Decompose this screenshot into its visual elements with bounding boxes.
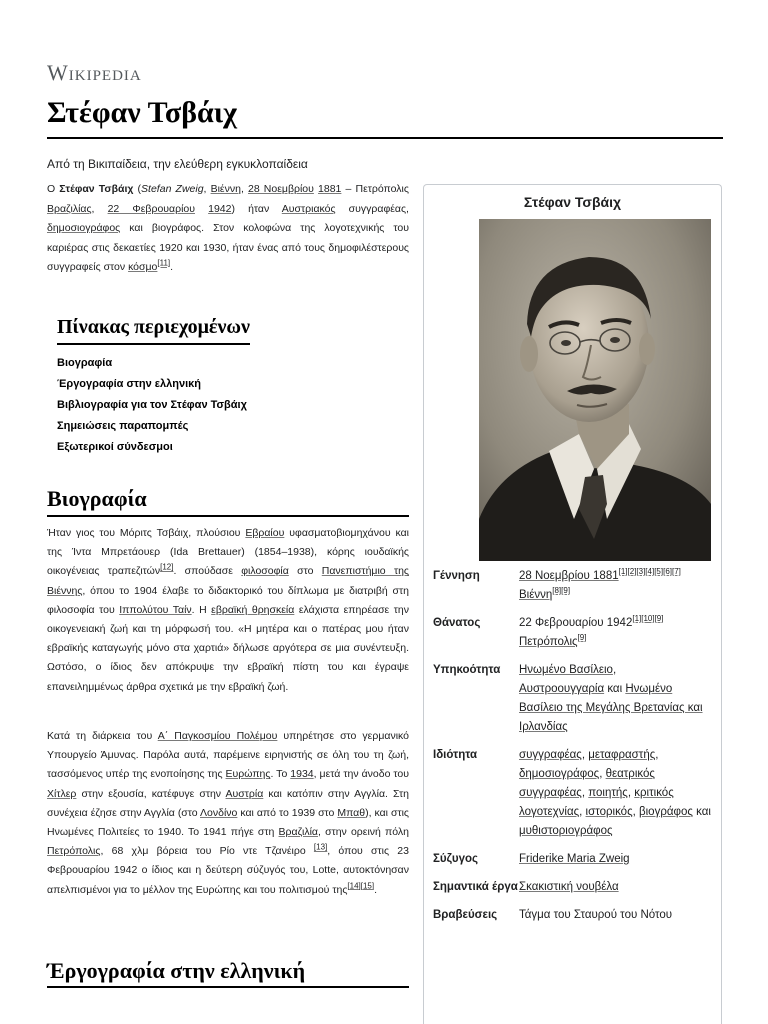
citizenship-label: Υπηκοότητα xyxy=(433,664,501,676)
awards-value: Τάγμα του Σταυρού του Νότου xyxy=(519,909,673,921)
portrait-photo[interactable] xyxy=(479,219,711,561)
link-jewish-religion[interactable]: εβραϊκή θρησκεία xyxy=(211,603,295,616)
link-occupation-writer[interactable]: συγγραφέας xyxy=(519,749,582,761)
link-death-date[interactable]: 22 Φεβρουαρίου xyxy=(107,202,195,215)
link-university-vienna[interactable]: Πανεπιστήμιο της Βιέννης xyxy=(47,565,409,597)
link-occupation-translator[interactable]: μεταφραστής xyxy=(588,749,656,761)
works-divider xyxy=(47,986,409,988)
link-1881[interactable]: 1881 xyxy=(318,183,342,195)
table-of-contents xyxy=(57,316,250,458)
toc-title: Πίνακας περιεχομένων xyxy=(57,316,250,345)
link-taine[interactable]: Ιππολύτου Ταίν xyxy=(119,603,192,616)
ref-12[interactable]: [12] xyxy=(160,562,174,572)
death-place-refs[interactable]: [9] xyxy=(577,633,587,643)
heading-works-greek: Έργογραφία στην ελληνική xyxy=(47,958,306,983)
biography-paragraph-2: Κατά τη διάρκεια του Α΄ Παγκοσμίου Πολέμου υπηρέτησε στο γερμανικό Υπουργείο Άμυνας. Παρόλα αυτά, παρέμεινε ειρηνιστής σε όλη του τη ζωή, τασσόμενος υπέρ της ενοποίησης της Ευρώπης. Το 1934, μετά την άνοδο του Χίτλερ στην εξουσία, κατέφυγε στην Αυστρία και κατόπιν στην Αγγλία. Στη συνέχεια έζησε στην Αγγλία (στο Λονδίνο και από το 1939 στο Μπαθ), και στις Ηνωμένες Πολιτείες το 1940. Το 1941 πήγε στη Βραζιλία, στην ορεινή πόλη Πετρόπολις, 68 χλμ βόρεια του Ρίο ντε Τζανέιρο [13], όπου στις 23 Φεβρουαρίου 1942 ο ίδιος και η δεύτερη σύζυγός του, Lotte, αυτοκτόνησαν απελπισμένοι για το μέλλον της Ευρώπης και του πολιτισμού της[14][15]. xyxy=(47,730,409,896)
link-occupation-critic[interactable]: κριτικός λογοτεχνίας xyxy=(519,787,674,818)
link-brazil[interactable]: Βραζιλίας xyxy=(47,202,92,215)
birth-refs[interactable]: [1][2][3][4][5][6][7] xyxy=(618,567,681,577)
link-petropolis[interactable]: Πετρόπολις xyxy=(47,845,101,858)
link-philosophy[interactable]: φιλοσοφία xyxy=(241,565,289,578)
infobox-title: Στέφαν Τσβάιχ xyxy=(523,194,622,210)
toc-item-bibliography[interactable]: Βιβλιογραφία για τον Στέφαν Τσβάιχ xyxy=(57,399,247,411)
intro-section xyxy=(47,180,409,286)
portrait-image xyxy=(479,219,711,561)
title-divider xyxy=(47,137,723,139)
subject-name-latin: Stefan Zweig xyxy=(141,183,204,195)
link-chess-story[interactable]: Σκακιστική νουβέλα xyxy=(519,881,619,893)
link-occupation-historian[interactable]: ιστορικός xyxy=(585,806,633,818)
occupation-label: Ιδιότητα xyxy=(433,749,478,761)
link-death-place[interactable]: Πετρόπολις xyxy=(519,636,578,648)
link-occupation-poet[interactable]: ποιητής xyxy=(588,787,628,799)
link-uk[interactable]: Ηνωμένο Βασίλειο xyxy=(519,664,613,676)
link-uk-gb-ireland[interactable]: Ηνωμένο Βασίλειο της Μεγάλης Βρετανίας και Ιρλανδίας xyxy=(519,683,703,733)
link-bath[interactable]: Μπαθ xyxy=(337,806,366,819)
infobox-row-notable-works xyxy=(433,878,717,897)
link-birth-date[interactable]: 28 Νοεμβρίου xyxy=(248,183,314,195)
birth-value xyxy=(519,567,717,605)
toc-list xyxy=(57,353,250,458)
link-journalist[interactable]: δημοσιογράφος xyxy=(47,222,121,234)
link-brazil-2[interactable]: Βραζιλία xyxy=(278,826,319,839)
link-austria[interactable]: Αυστρία xyxy=(225,787,264,800)
death-label: Θάνατος xyxy=(433,617,481,629)
spouse-value xyxy=(519,850,717,869)
link-vienna[interactable]: Βιέννη xyxy=(210,183,241,195)
spouse-label: Σύζυγος xyxy=(433,853,478,865)
link-birth-date-infobox[interactable]: 28 Νοεμβρίου 1881 xyxy=(519,570,619,582)
infobox-row-birth xyxy=(433,567,717,605)
link-europe[interactable]: Ευρώπης xyxy=(225,768,271,781)
intro-paragraph: Ο Στέφαν Τσβάιχ (Stefan Zweig, Βιέννη, 28 Νοεμβρίου 1881 – Πετρόπολις Βραζιλίας, 22 Φεβρουαρίου 1942) ήταν Αυστριακός συγγραφέας, δημοσιογράφος και βιογράφος. Στον κολοφώνα της λογοτεχνικής του καριέρας στις δεκαετίες 1920 και 1930, ήταν ένας από τους δημοφιλέστερους συγγραφείς στον κόσμο[11]. xyxy=(47,183,409,273)
infobox-row-awards xyxy=(433,906,717,925)
notable-works-label: Σημαντικά έργα xyxy=(433,881,518,893)
infobox xyxy=(423,184,722,1024)
toc-item-external-links[interactable]: Εξωτερικοί σύνδεσμοι xyxy=(57,441,173,453)
link-hitler[interactable]: Χίτλερ xyxy=(47,787,77,800)
death-refs[interactable]: [1][10][9] xyxy=(632,614,664,624)
link-jewish[interactable]: Εβραίου xyxy=(245,527,285,539)
occupation-value: συγγραφέας, μεταφραστής, δημοσιογράφος, θεατρικός συγγραφέας, ποιητής, κριτικός λογοτεχνίας, ιστορικός, βιογράφος και μυθιστοριογράφος xyxy=(519,749,711,837)
biography-paragraph-1: Ήταν γιος του Μόριτς Τσβάιχ, πλούσιου Εβραίου υφασματοβιομηχάνου και της Ίντα Μπρετάουερ (Ida Brettauer) (1854–1938), κόρης ιουδαϊκής οικογένειας τραπεζιτών[12]. σπούδασε φιλοσοφία στο Πανεπιστήμιο της Βιέννης, όπου το 1904 έλαβε το διδακτορικό του δίπλωμα με διατριβή στη φιλοσοφία του Ιππολύτου Ταίν. Η εβραϊκή θρησκεία ελάχιστα επηρέασε την οικογενειακή ζωή και τη μόρφωσή του. «Η μητέρα και ο πατέρας μου ήταν εβραϊκής καταγωγής μόνο στα χαρτιά» δήλωσε αργότερα σε μια συνέντευξη. Ωστόσο, ο ίδιος δεν απόκρυψε την εβραϊκή πίστη του και έγραψε επανειλημμένως άρθρα σχετικά με την εβραϊκή ζωή. xyxy=(47,527,410,693)
infobox-row-occupation xyxy=(433,746,717,841)
citizenship-value: Ηνωμένο Βασίλειο, Αυστροουγγαρία και Ηνωμένο Βασίλειο της Μεγάλης Βρετανίας και Ιρλανδίας xyxy=(519,664,703,733)
birth-label: Γέννηση xyxy=(433,570,480,582)
link-occupation-novelist[interactable]: μυθιστοριογράφος xyxy=(519,825,613,837)
site-tagline: Από τη Βικιπαίδεια, την ελεύθερη εγκυκλοπαίδεια xyxy=(47,157,308,171)
link-1934[interactable]: 1934 xyxy=(290,768,314,781)
link-occupation-biographer[interactable]: βιογράφος xyxy=(639,806,693,818)
toc-item-works-greek[interactable]: Έργογραφία στην ελληνική xyxy=(57,378,201,390)
link-1942[interactable]: 1942 xyxy=(208,202,232,215)
infobox-rows xyxy=(433,567,717,934)
birth-place-refs[interactable]: [8][9] xyxy=(552,586,571,596)
link-austrian[interactable]: Αυστριακός xyxy=(281,202,336,215)
page-title: Στέφαν Τσβάιχ xyxy=(47,96,237,129)
link-spouse[interactable]: Friderike Maria Zweig xyxy=(519,853,630,865)
wikipedia-logo[interactable]: Wikipedia xyxy=(47,60,142,85)
link-austria-hungary[interactable]: Αυστροουγγαρία xyxy=(519,683,605,695)
link-birth-place[interactable]: Βιέννη xyxy=(519,589,553,601)
link-occupation-journalist[interactable]: δημοσιογράφος xyxy=(519,768,600,780)
link-occupation-playwright[interactable]: θεατρικός συγγραφέας xyxy=(519,768,655,799)
toc-item-notes[interactable]: Σημειώσεις παραπομπές xyxy=(57,420,189,432)
ref-11[interactable]: [11] xyxy=(157,258,171,268)
notable-works-value xyxy=(519,878,717,897)
infobox-row-spouse xyxy=(433,850,717,869)
ref-13[interactable]: [13] xyxy=(313,842,328,852)
ref-14-15[interactable]: [14][15] xyxy=(347,881,375,891)
link-ww1[interactable]: Α΄ Παγκοσμίου Πολέμου xyxy=(157,730,278,742)
toc-item-biography[interactable]: Βιογραφία xyxy=(57,357,113,369)
awards-label: Βραβεύσεις xyxy=(433,909,498,921)
death-value: 22 Φεβρουαρίου 1942[1][10][9] Πετρόπολις[9] xyxy=(519,614,664,648)
infobox-row-death xyxy=(433,614,717,652)
infobox-row-citizenship xyxy=(433,661,717,737)
subject-name: Στέφαν Τσβάιχ xyxy=(59,183,134,195)
link-world[interactable]: κόσμο xyxy=(128,261,158,273)
biography-divider xyxy=(47,515,409,517)
heading-biography: Βιογραφία xyxy=(47,486,147,511)
link-london[interactable]: Λονδίνο xyxy=(200,806,238,819)
